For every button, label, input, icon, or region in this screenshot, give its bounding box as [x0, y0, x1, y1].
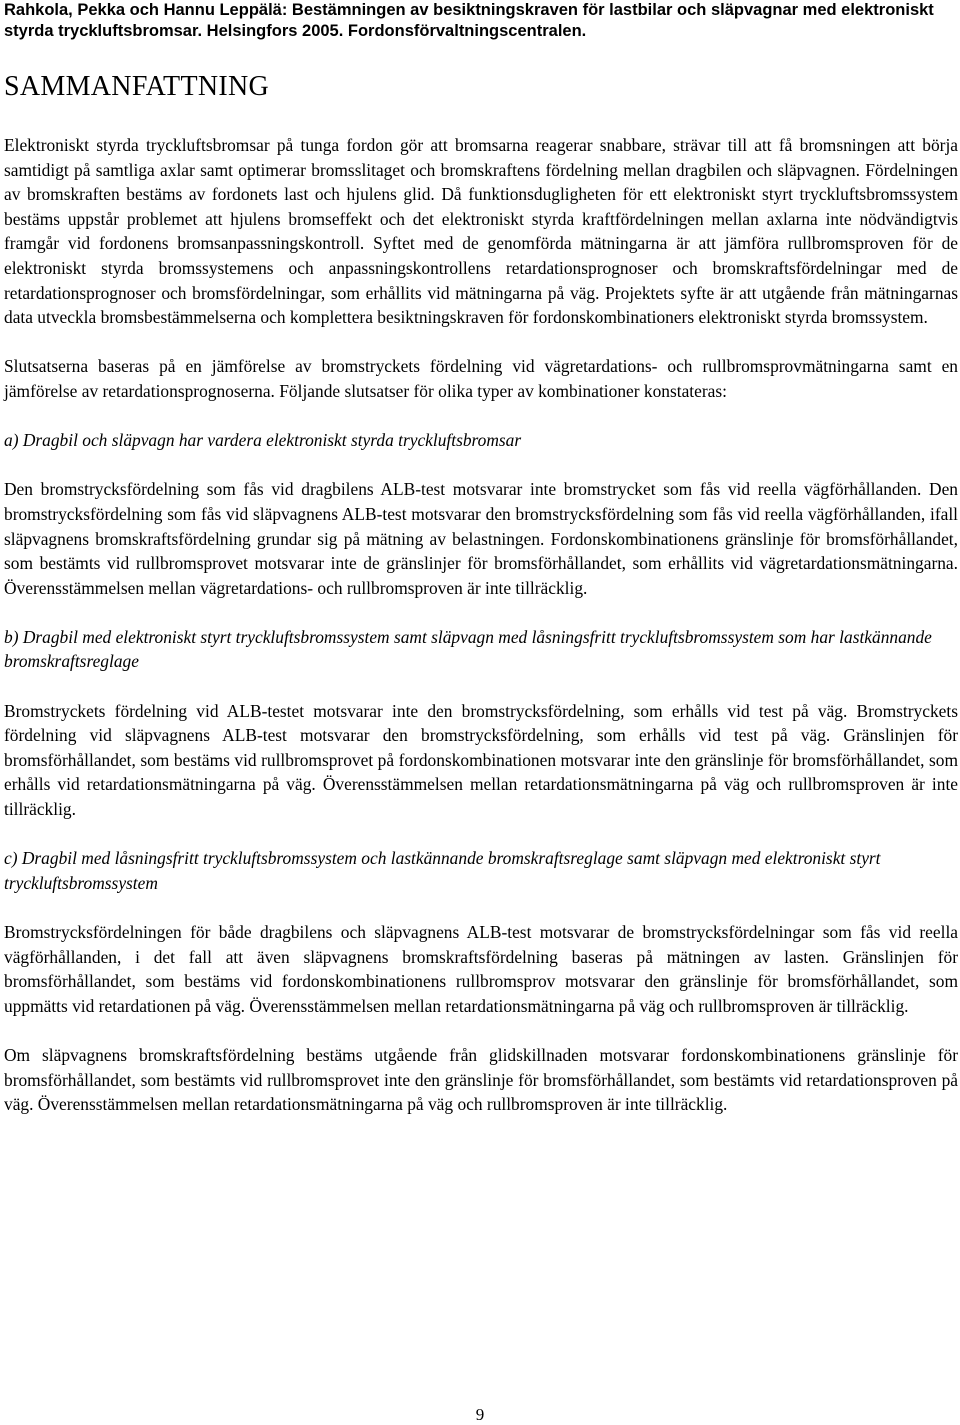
- citation-header: Rahkola, Pekka och Hannu Leppälä: Bestämningen av besiktningskraven för lastbilar och släpvagnar med elektroniskt styrda tryckluftsbromsar. Helsingfors 2005. Fordonsförvaltningscentralen.: [4, 1, 934, 40]
- summary-body: [4, 133, 958, 1141]
- paragraph-intro: Elektroniskt styrda tryckluftsbromsar på tunga fordon gör att bromsarna reagerar snabbare, strävar till att få bromsningen att börja samtidigt på samtliga axlar samt optimerar bromsslitaget och bromskraftens fördelning mellan dragbilen och släpvagnen. Fördelningen av bromskraften bestäms av fordonets last och hjulens glid. Då funktionsdugligheten för ett elektroniskt styrt tryckluftsbromssystem bestäms uppstår problemet att hjulens bromseffekt och det elektroniskt styrda kraftfördelningen mellan axlarna inte nödvändigtvis framgår vid fordonens bromsanpassningskontroll. Syftet med de genomförda mätningarna är att jämföra rullbromsproven för de elektroniskt styrda bromssystemens och anpassningskontrollens retardationsprognoser och bromskraftsfördelningar med de retardationsprognoser och bromsfördelningar, som erhållits vid mätningarna på väg. Projektets syfte är att utgående från mätningarnas data utveckla bromsbestämmelserna och komplettera besiktningskraven för fordonskombinationers elektroniskt styrda bromssystem.: [4, 135, 958, 328]
- case-c-paragraph-2: Om släpvagnens bromskraftsfördelning bestäms utgående från glidskillnaden motsvarar fordonskombinationens gränslinje för bromsförhållandet, som bestämts vid rullbromsprovet inte den gränslinje för bromsförhållandet, som bestämts vid retardationsproven på väg. Överensstämmelsen mellan retardationsmätningarna på väg och rullbromsproven är inte tillräcklig.: [4, 1044, 958, 1115]
- case-c-paragraph: Bromstrycksfördelningen för både dragbilens och släpvagnens ALB-test motsvarar de bromstrycksfördelningar som fås vid reella vägförhållanden, i det fall att även släpvagnens bromskraftsfördelning baseras på mätningen av lasten. Gränslinjen för bromsförhållandet, som bestäms vid fordonskombinationens rullbromsprov motsvarar den gränslinje för bromsförhållandet, som uppmätts vid retardationen på väg. Överensstämmelsen mellan retardationsmätningarna på väg och rullbromsproven är tillräcklig.: [4, 922, 958, 1016]
- page-title: SAMMANFATTNING: [4, 71, 270, 102]
- case-a-paragraph: Den bromstrycksfördelning som fås vid dragbilens ALB-test motsvarar inte bromstrycket som fås vid reella vägförhållanden. Den bromstrycksfördelning som fås vid släpvagnens ALB-test motsvarar den bromstrycksfördelning som fås vid reella vägförhållanden, ifall släpvagnens bromskraftsfördelning grundar sig på mätning av belastningen. Fordonskombinationens gränslinje för bromsförhållandet, som bestämts vid rullbromsprovet motsvarar inte de gränslinjer för bromsförhållandet, som erhållits vid vägretardationsmätningarna. Överensstämmelsen mellan vägretardations- och rullbromsproven är inte tillräcklig.: [4, 479, 958, 598]
- case-b-heading: b) Dragbil med elektroniskt styrt tryckluftsbromssystem samt släpvagn med låsningsfritt tryckluftsbromssystem som har lastkännande bromskraftsreglage: [4, 626, 932, 672]
- case-b-paragraph: Bromstryckets fördelning vid ALB-testet motsvarar inte den bromstrycksfördelning, som erhålls vid test på väg. Bromstryckets fördelning vid släpvagnens ALB-test motsvarar den bromstrycksfördelning, som erhålls vid test på väg. Gränslinjen för bromsförhållandet, som bestäms vid rullbromsprovet på fordonskombinationen motsvarar inte den gränslinje för bromsförhållandet, som erhålls vid retardationsmätningarna på väg. Överensstämmelsen mellan retardationsmätningarna på väg och rullbromsproven är inte tillräcklig.: [4, 700, 958, 820]
- page-number: 9: [475, 1405, 485, 1424]
- paragraph-conclusions: Slutsatserna baseras på en jämförelse av bromstryckets fördelning vid vägretardations- och rullbromsprovmätningarna samt en jämförelse av retardationsprognoserna. Följande slutsatser för olika typer av kombinationer konstateras:: [4, 356, 958, 401]
- case-c-heading: c) Dragbil med låsningsfritt tryckluftsbromssystem och lastkännande bromskraftsreglage samt släpvagn med elektroniskt styrt tryckluftsbromssystem: [4, 848, 881, 893]
- case-a-heading: a) Dragbil och släpvagn har vardera elektroniskt styrda tryckluftsbromsar: [4, 430, 522, 451]
